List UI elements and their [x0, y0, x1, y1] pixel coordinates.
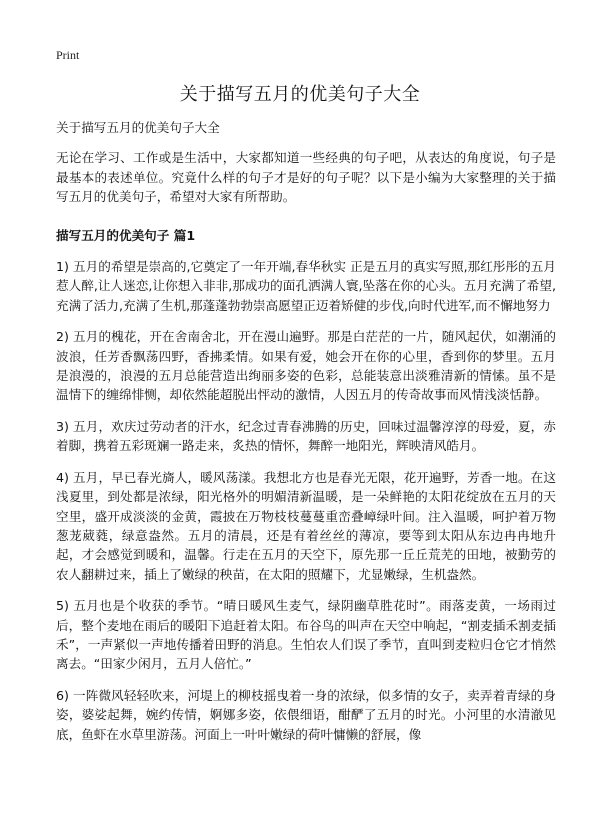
sentence-paragraph-2: 2) 五月的槐花，开在舍南舍北，开在漫山遍野。那是白茫茫的一片，随风起伏，如潮涌的波浪，任芳香飘荡四野，香拂柔情。如果有爱，她会开在你的心里，香到你的梦里。五月是浪漫的，浪漫的五月总能营造出绚丽多姿的色彩，总能装意出淡雅清新的情愫。虽不是温情下的缠绵悱恻，却依然能超脱出怦动的激情，人因五月的传奇故事而风情浅淡恬静。 [56, 329, 556, 403]
section-heading: 描写五月的优美句子 篇1 [56, 227, 196, 243]
document-body [56, 118, 556, 756]
document-subtitle: 关于描写五月的优美句子大全 [56, 120, 220, 135]
sentence-paragraph-4: 4) 五月，早已春光旖人，暖风荡漾。我想北方也是春光无限，花开遍野，芳香一地。在这浅夏里，到处都是浓绿，阳光格外的明媚清新温暖，是一朵鲜艳的太阳花绽放在五月的天空里，盛开成淡淡的金黄，霞披在万物枝枝蔓蔓重峦叠嶂绿叶间。注入温暖，呵护着万物葱茏葳蕤，绿意盎然。五月的清晨，还是有着丝丝的薄凉，要等到太阳从东边冉冉地升起，才会感觉到暖和，温馨。行走在五月的天空下，原先那一丘丘荒芜的田地，被勤劳的农人翻耕过来，插上了嫩绿的秧苗，在太阳的照耀下，尤显嫩绿，生机盎然。 [56, 469, 556, 582]
intro-paragraph: 无论在学习、工作或是生活中，大家都知道一些经典的句子吧，从表达的角度说，句子是最基本的表述单位。究竟什么样的句子才是好的句子呢？以下是小编为大家整理的关于描写五月的优美句子，希望对大家有所帮助。 [56, 150, 556, 205]
sentence-paragraph-5: 5) 五月也是个收获的季节。“晴日暖风生麦气，绿阴幽草胜花时”。雨落麦黄，一场雨过后，整个麦地在雨后的暖阳下追赶着太阳。布谷鸟的叫声在天空中响起，“割麦插禾割麦插禾”，一声紧似一声地传播着田野的消息。生怕农人们误了季节，直叫到麦粒归仓它才悄然离去。“田家少闲月，五月人倍忙。” [56, 598, 556, 672]
sentence-paragraph-6: 6) 一阵微风轻轻吹来，河堤上的柳枝摇曳着一身的浓绿，似多情的女子，卖弄着青绿的身姿，婆娑起舞，婉约传情，婀娜多姿，依偎细语，酣酽了五月的时光。小河里的水清澈见底，鱼虾在水草里游荡。河面上一叶叶嫩绿的荷叶慵懒的舒展，像 [56, 687, 556, 742]
sentence-paragraph-1: 1) 五月的希望是崇高的,它奠定了一年开端,春华秋实 正是五月的真实写照,那红彤彤的五月惹人醉,让人迷恋,让你想入非非,那成功的面孔洒满人寰,坠落在你的心头。五月充满了希望,充满了活力,充满了生机,那蓬蓬勃勃崇高愿望正迈着矫健的步伐,向时代进军,而不懈地努力 [56, 259, 556, 313]
sentence-paragraph-3: 3) 五月，欢庆过劳动者的汗水，纪念过青春沸腾的历史，回味过温馨淳淳的母爱，夏，赤着脚，携着五彩斑斓一路走来，炙热的情怀，舞醉一地阳光，辉映清风皓月。 [56, 418, 556, 454]
print-button[interactable]: Print [56, 48, 80, 62]
document-title: 关于描写五月的优美句子大全 [179, 84, 421, 105]
